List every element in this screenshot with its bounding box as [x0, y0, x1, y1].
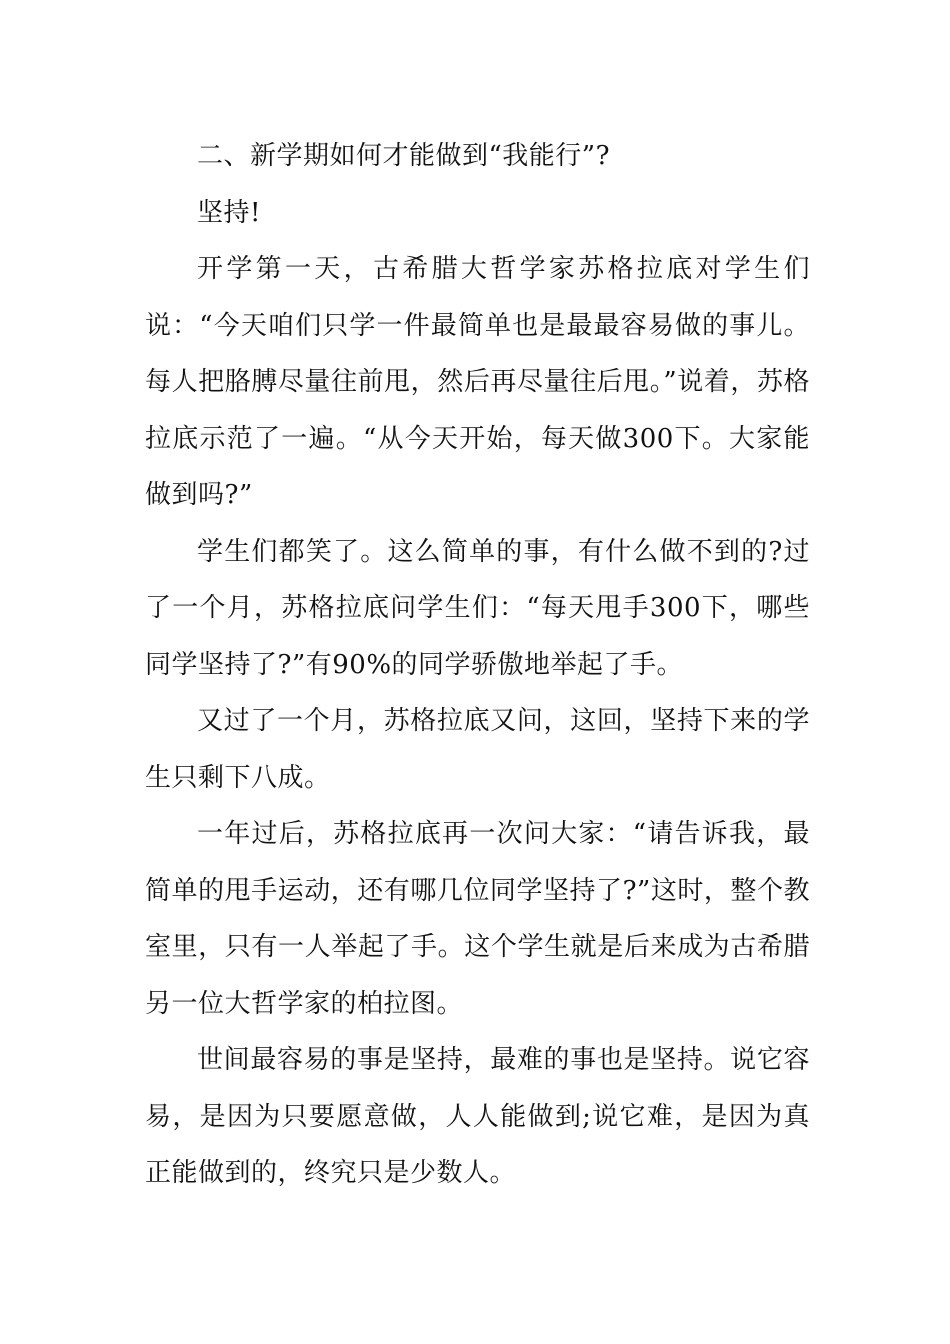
paragraph-first-day: 开学第一天，古希腊大哲学家苏格拉底对学生们说：“今天咱们只学一件最简单也是最最容易做的事儿。每人把胳膊尽量往前甩，然后再尽量往后甩。”说着，苏格拉底示范了一遍。“从今天开始，每天做300下。大家能做到吗?” [145, 254, 810, 510]
section-heading: 二、新学期如何才能做到“我能行”? [197, 141, 611, 171]
paragraph-conclusion: 世间最容易的事是坚持，最难的事也是坚持。说它容易，是因为只要愿意做，人人能做到;说它难，是因为真正能做到的，终究只是少数人。 [145, 1045, 810, 1188]
document-body [145, 128, 810, 1202]
paragraph-persistence: 坚持! [197, 197, 261, 228]
paragraph-two-months: 又过了一个月，苏格拉底又问，这回，坚持下来的学生只剩下八成。 [145, 706, 810, 793]
paragraph-one-year: 一年过后，苏格拉底再一次问大家：“请告诉我，最简单的甩手运动，还有哪几位同学坚持了?”这时，整个教室里，只有一人举起了手。这个学生就是后来成为古希腊另一位大哲学家的柏拉图。 [145, 819, 810, 1019]
paragraph-one-month: 学生们都笑了。这么简单的事，有什么做不到的?过了一个月，苏格拉底问学生们：“每天甩手300下，哪些同学坚持了?”有90%的同学骄傲地举起了手。 [145, 536, 810, 680]
